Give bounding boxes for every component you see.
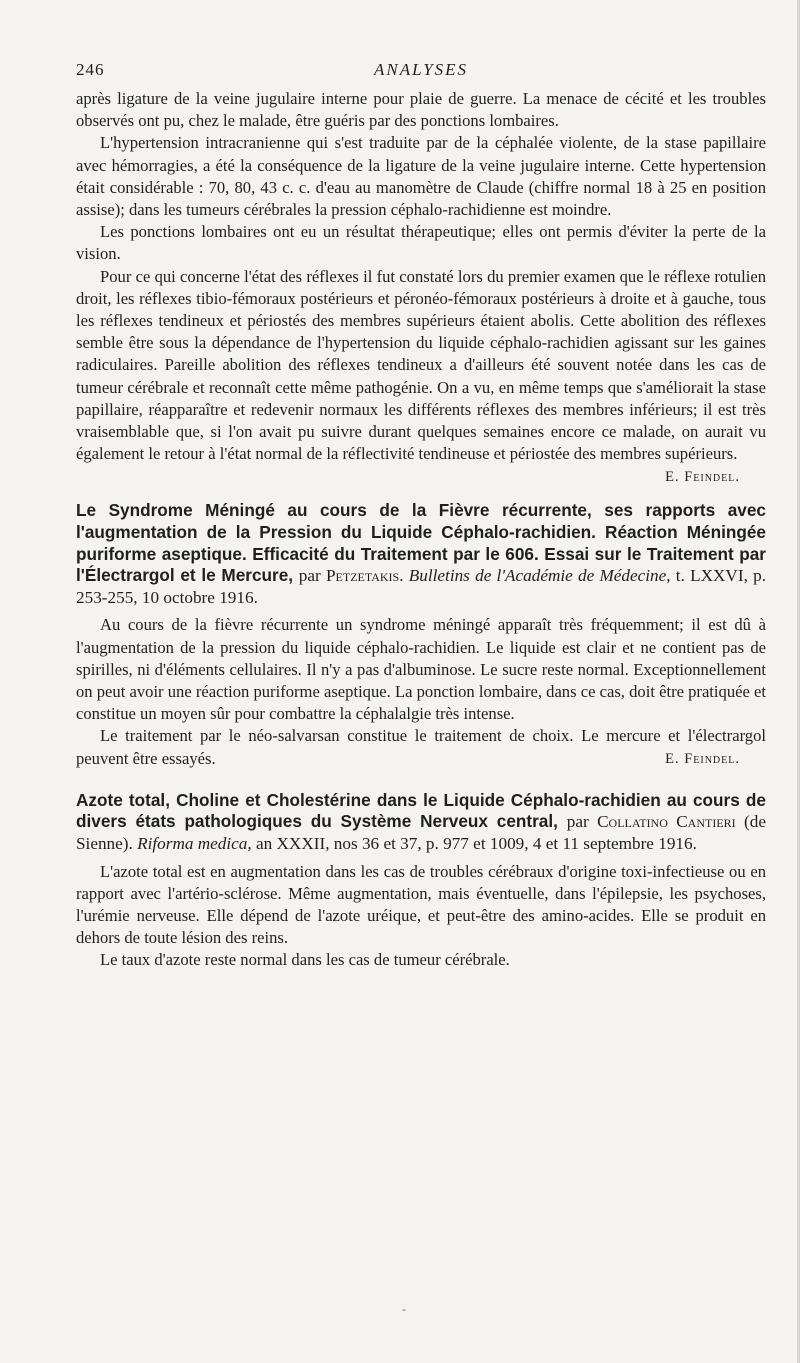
article-title [76, 790, 766, 855]
page [76, 58, 766, 972]
cite-prefix: par [298, 566, 321, 586]
signature: E. Feindel. [665, 469, 740, 486]
page-header [76, 58, 766, 88]
signature: E. Feindel. [665, 750, 740, 767]
paragraph: Les ponctions lombaires ont eu un résultat thérapeutique; elles ont permis d'éviter la perte de la vision. [76, 222, 766, 264]
running-title: ANALYSES [373, 60, 469, 79]
footer-dash: - [402, 1302, 406, 1316]
article-1 [76, 88, 766, 486]
paragraph: L'azote total est en augmentation dans les cas de troubles cérébraux d'origine toxi-infectieuse ou en rapport avec l'artério-sclérose. Même augmentation, mais éventuelle, dans l'épilepsie, les psychoses, l'urémie nerveuse. Elle dépend de l'azote uréique, et peut-être des amino-acides. Elle se produit en dehors de toute lésion des reins. [76, 861, 766, 948]
paragraph: L'hypertension intracranienne qui s'est traduite par de la céphalée violente, de la stase papillaire avec hémorragies, a été la conséquence de la ligature de la veine jugulaire interne. Cette hypertension était considérable : 70, 80, 43 c. c. d'eau au manomètre de Claude (chiffre normal 18 à 25 en position assise); dans les tumeurs cérébrales la pression céphalo-rachidienne est moindre. [76, 133, 766, 220]
author: Collatino Cantieri [597, 812, 736, 832]
cite-pages: p. 253-255, 10 octobre 1916. [76, 566, 766, 607]
cite-details: an XXXII, nos 36 et 37, p. 977 et 1009, 4 et 11 septembre 1916. [255, 834, 697, 854]
paragraph-with-signature [76, 725, 766, 769]
paragraph: Au cours de la fièvre récurrente un syndrome méningé apparaît très fréquemment; il est dû à l'augmentation de la pression du liquide céphalo-rachidien. Le liquide est clair et ne contient pas de spirilles, ni d'éléments cellulaires. Il n'y a pas d'albuminose. Le sucre reste normal. Exceptionnellement on peut avoir une réaction puriforme aseptique. La ponction lombaire, dans ce cas, doit être pratiquée et constitue un moyen sûr pour combattre la céphalalgie très intense. [76, 615, 766, 724]
cite-prefix: par [566, 812, 589, 832]
article-title [76, 500, 766, 608]
journal: Riforma medica, [137, 834, 252, 854]
page-number: 246 [76, 60, 105, 79]
paragraph: Le taux d'azote reste normal dans les cas de tumeur cérébrale. [100, 950, 510, 970]
cite-details: t. LXXVI, [675, 566, 748, 586]
article-3 [76, 790, 766, 972]
journal: Bulletins de l'Académie de Médecine, [408, 566, 671, 586]
title-text: Le Syndrome Méningé au cours de la Fièvre récurrente, ses rapports avec l'augmentation de la Pression du Liquide Céphalo-rachidien. Réaction Méningée puriforme aseptique. Efficacité du Traitement par le 606. Essai sur le Traitement par l'Électrargol et le Mercure, [76, 500, 766, 586]
paragraph: après ligature de la veine jugulaire interne pour plaie de guerre. La menace de cécité et les troubles observés ont pu, chez le malade, être guéris par des ponctions lombaires. [76, 89, 766, 131]
title-text: Azote total, Choline et Cholestérine dans le Liquide Céphalo-rachidien au cours de divers états pathologiques du Système Nerveux central, [76, 789, 766, 832]
paragraph-text: Le traitement par le néo-salvarsan constitue le traitement de choix. Le mercure et l'électrargol peuvent être essayés. [76, 726, 766, 768]
article-2 [76, 500, 766, 769]
author: Petzetakis. [325, 566, 404, 586]
paragraph: Pour ce qui concerne l'état des réflexes il fut constaté lors du premier examen que le réflexe rotulien droit, les réflexes tibio-fémoraux postérieurs et péronéo-fémoraux postérieurs à droite et à gauche, tous les réflexes tendineux et périostés des membres supérieurs étaient abolis. Cette abolition des réflexes semble être sous la dépendance de l'hypertension du liquide céphalo-rachidien agissant sur les gaines radiculaires. Pareille abolition des réflexes tendineux a d'ailleurs été souvent notée dans les cas de tumeur cérébrale et reconnaît cette même pathogénie. On a vu, en même temps que s'améliorait la stase papillaire, réapparaître et redevenir normaux les différents réflexes des membres inférieurs; il est très vraisemblable que, si l'on avait pu suivre durant quelques semaines encore ce malade, on aurait vu également le retour à l'état normal de la réflectivité tendineuse et périostée des membres supérieurs. [76, 266, 766, 464]
cite-place: (de Sienne). [76, 812, 766, 854]
